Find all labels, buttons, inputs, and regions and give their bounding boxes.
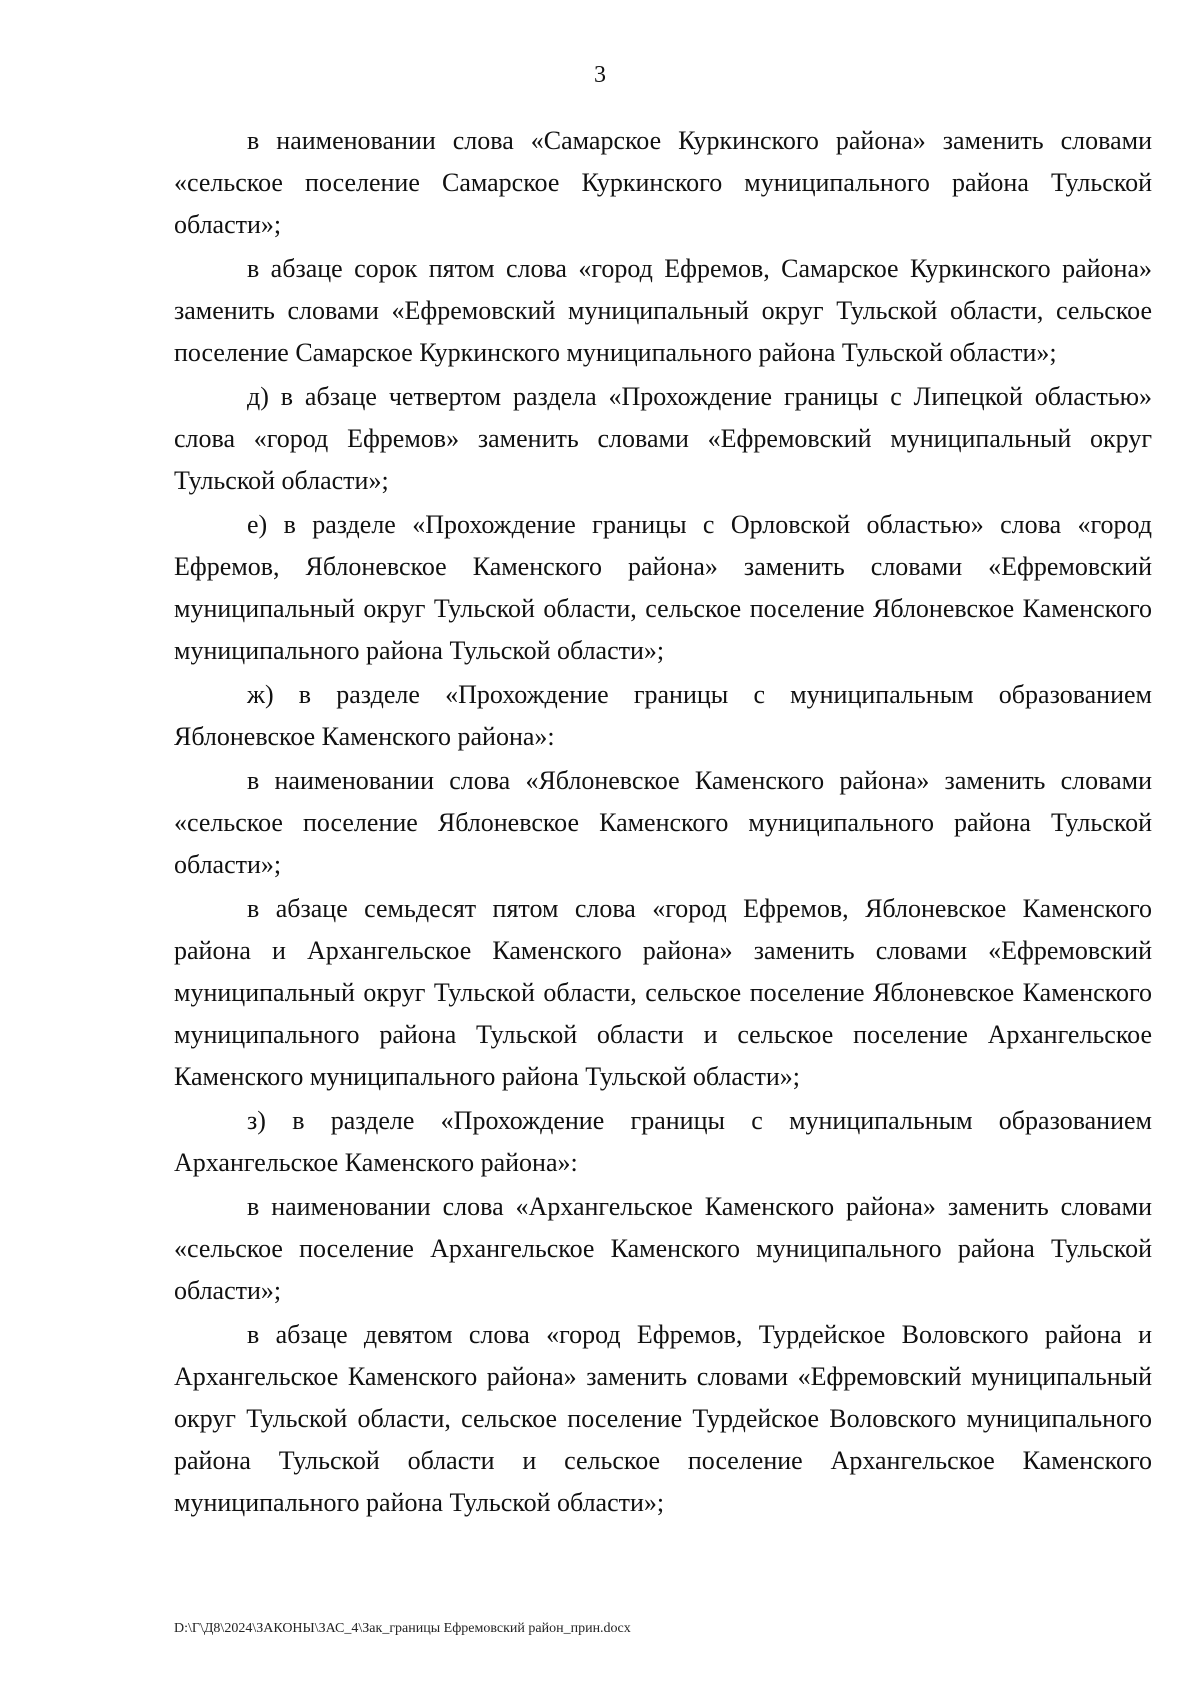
paragraph-9: в наименовании слова «Архангельское Каменского района» заменить словами «сельское поселение Архангельское Каменского муниципального района Тульской области»; [174, 1192, 1152, 1305]
paragraph-6: в наименовании слова «Яблоневское Каменского района» заменить словами «сельское поселение Яблоневское Каменского муниципального района Тульской области»; [174, 766, 1152, 879]
paragraph-3: д) в абзаце четвертом раздела «Прохождение границы с Липецкой областью» слова «город Ефремов» заменить словами «Ефремовский муниципальный округ Тульской области»; [174, 382, 1152, 495]
page-number: 3 [594, 62, 606, 88]
paragraph-4: е) в разделе «Прохождение границы с Орловской областью» слова «город Ефремов, Яблоневское Каменского района» заменить словами «Ефремовский муниципальный округ Тульской области, сельское поселение Яблоневское Каменского муниципального района Тульской области»; [174, 510, 1152, 665]
paragraph-8: з) в разделе «Прохождение границы с муниципальным образованием Архангельское Каменского района»: [174, 1106, 1152, 1177]
footer-file-path: D:\Г\Д8\2024\ЗАКОНЫ\ЗАС_4\Зак_границы Ефремовский район_прин.docx [174, 1621, 631, 1636]
paragraph-1: в наименовании слова «Самарское Куркинского района» заменить словами «сельское поселение Самарское Куркинского муниципального района Тульской области»; [174, 126, 1152, 239]
paragraph-2: в абзаце сорок пятом слова «город Ефремов, Самарское Куркинского района» заменить словами «Ефремовский муниципальный округ Тульской области, сельское поселение Самарское Куркинского муниципального района Тульской области»; [174, 254, 1152, 367]
paragraph-10: в абзаце девятом слова «город Ефремов, Турдейское Воловского района и Архангельское Каменского района» заменить словами «Ефремовский муниципальный округ Тульской области, сельское поселение Турдейское Воловского муниципального района Тульской области и сельское поселение Архангельское Каменского муниципального района Тульской области»; [174, 1320, 1152, 1517]
paragraph-7: в абзаце семьдесят пятом слова «город Ефремов, Яблоневское Каменского района и Архангельское Каменского района» заменить словами «Ефремовский муниципальный округ Тульской области, сельское поселение Яблоневское Каменского муниципального района Тульской области и сельское поселение Архангельское Каменского муниципального района Тульской области»; [174, 894, 1152, 1091]
paragraph-5: ж) в разделе «Прохождение границы с муниципальным образованием Яблоневское Каменского района»: [174, 680, 1152, 751]
document-body [174, 120, 1152, 1526]
